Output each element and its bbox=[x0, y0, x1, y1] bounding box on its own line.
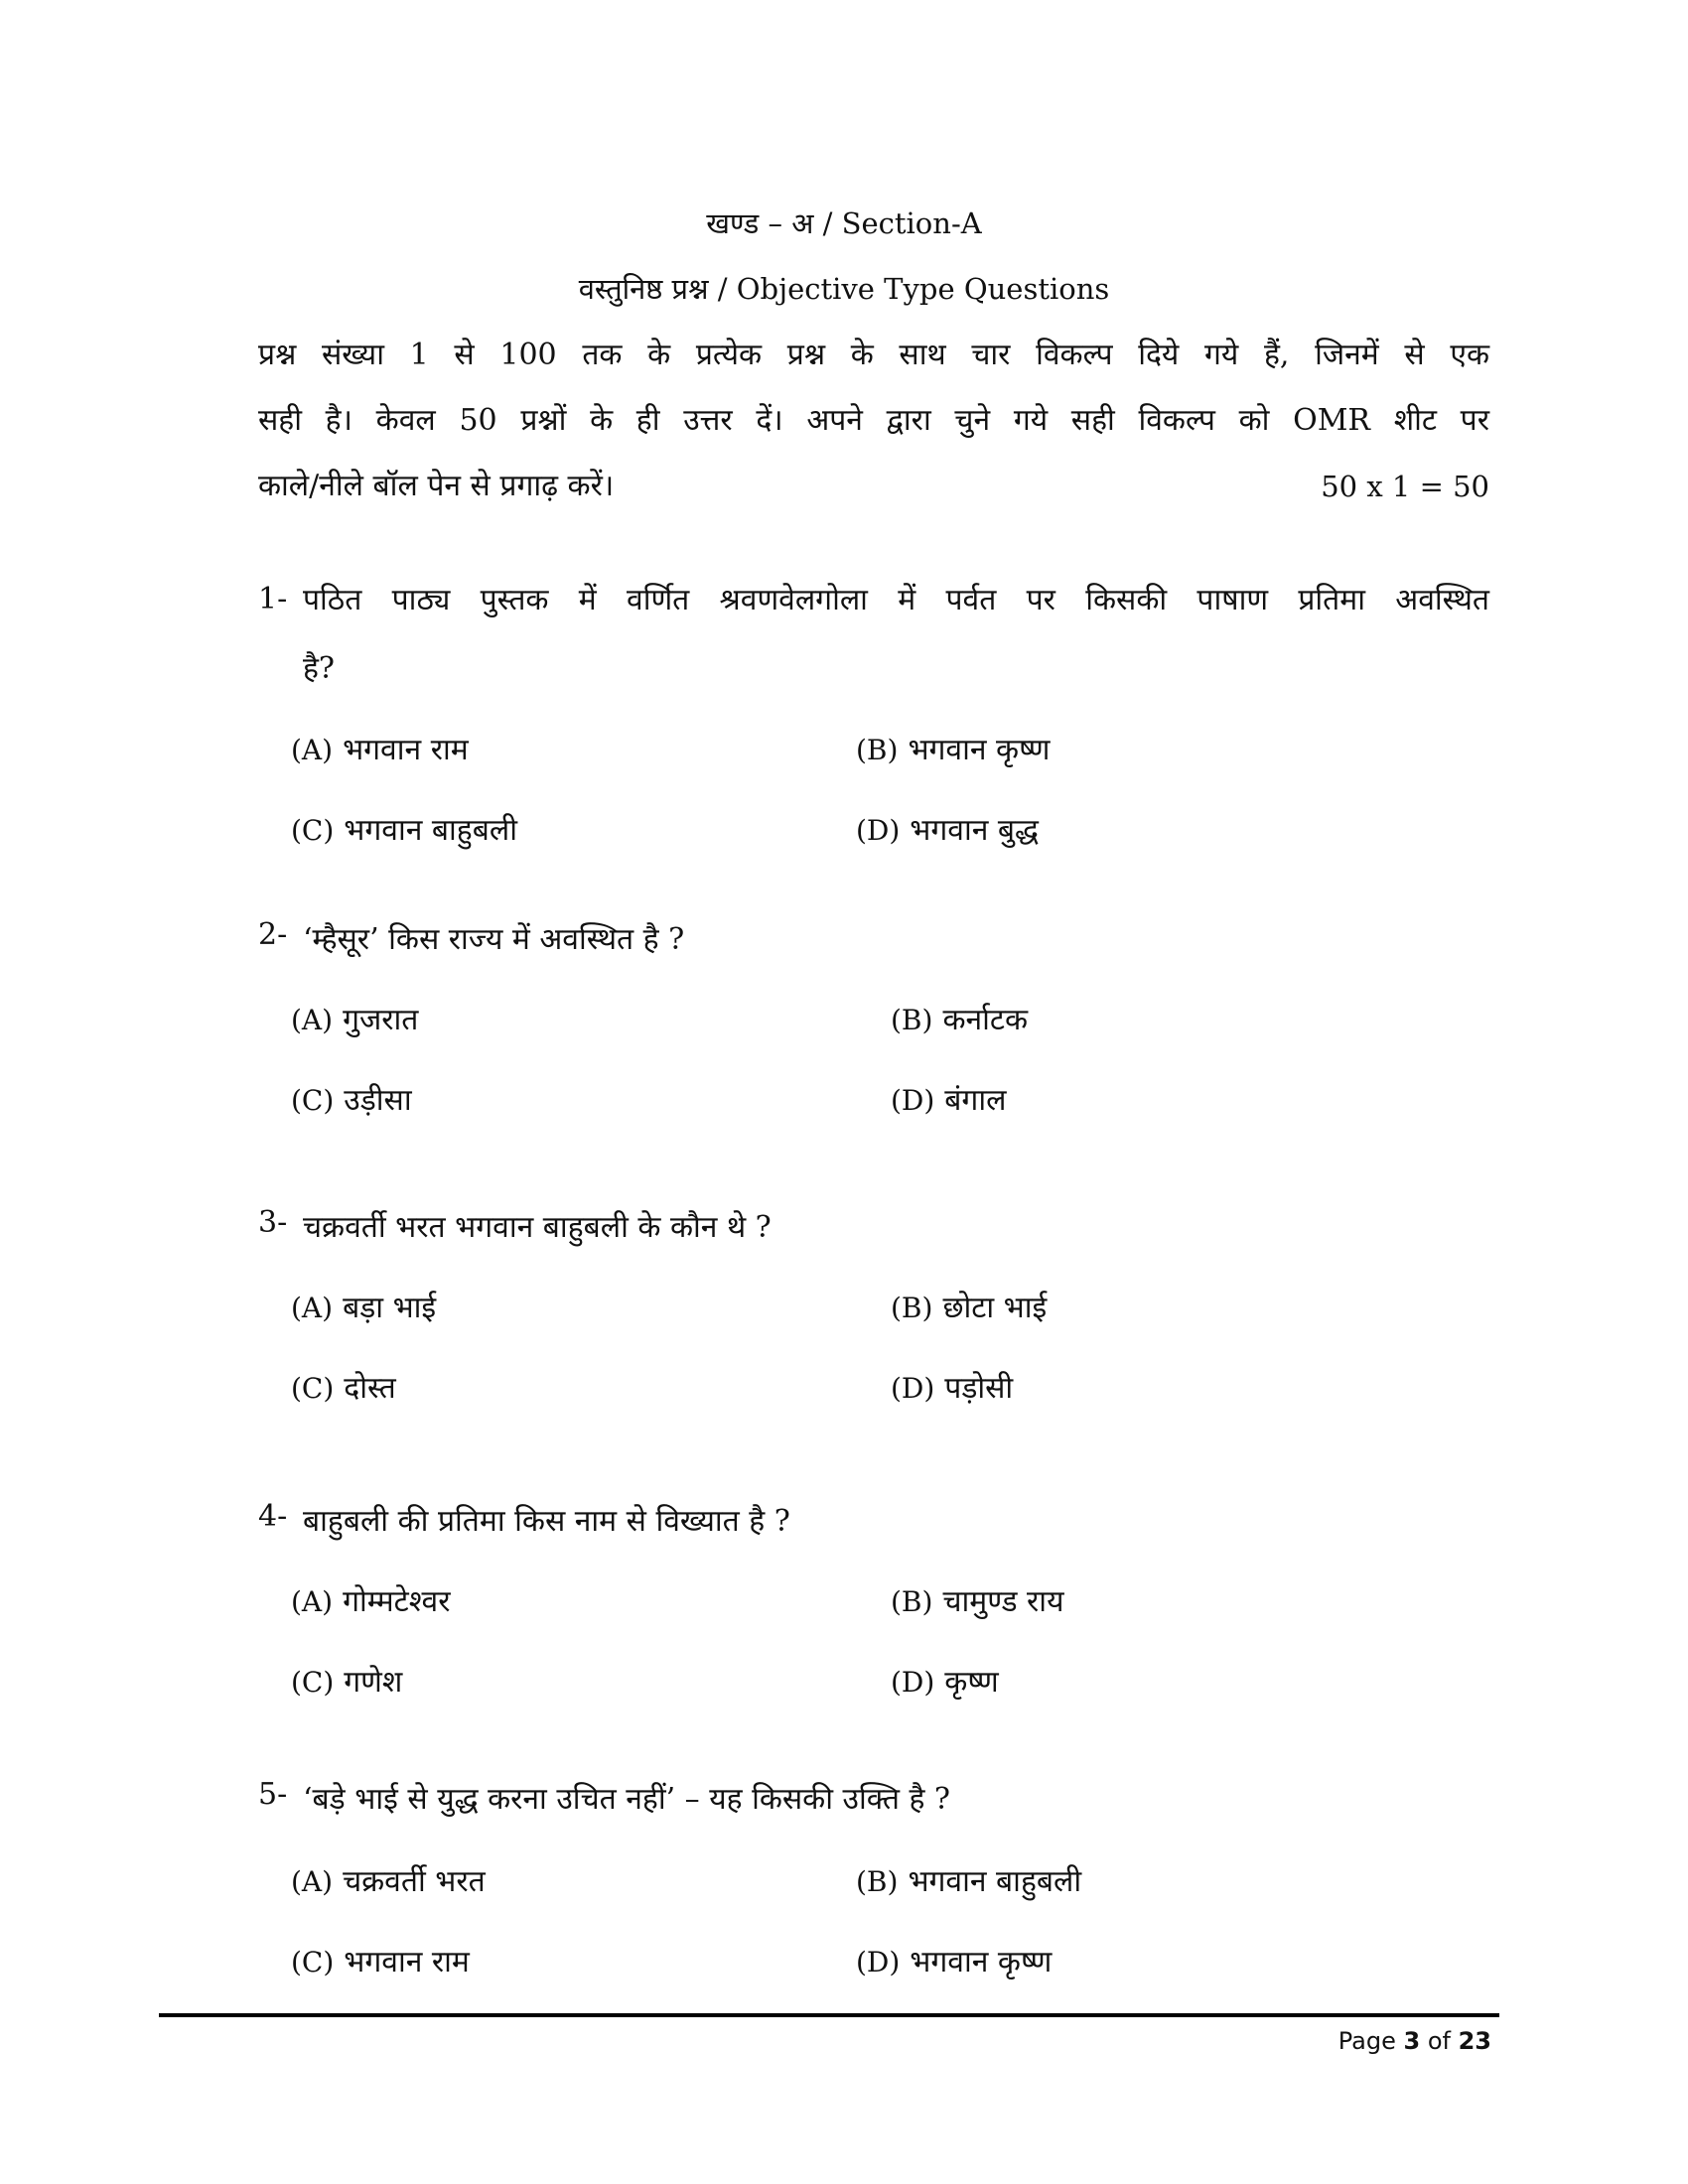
instruction-line-2: सही है। केवल 50 प्रश्नों के ही उत्तर दें। अपने द्वारा चुने गये सही विकल्प को OMR शीट पर bbox=[258, 403, 1489, 438]
option-b[interactable] bbox=[891, 1579, 1063, 1620]
option-d[interactable] bbox=[891, 1078, 1006, 1119]
option-text: कर्नाटक bbox=[942, 1003, 1029, 1037]
option-text: कृष्ण bbox=[944, 1665, 999, 1700]
option-letter: (C) bbox=[291, 1084, 335, 1117]
option-text: चक्रवर्ती भरत bbox=[343, 1864, 486, 1899]
option-c[interactable] bbox=[291, 1078, 412, 1119]
option-b[interactable] bbox=[856, 728, 1050, 768]
option-text: गोम्मटेश्वर bbox=[343, 1584, 451, 1619]
section-title: खण्ड – अ / Section-A bbox=[706, 206, 982, 240]
option-a[interactable] bbox=[291, 1859, 486, 1900]
option-d[interactable] bbox=[891, 1660, 999, 1701]
option-text: भगवान कृष्ण bbox=[910, 1945, 1053, 1979]
option-text: भगवान बाहुबली bbox=[344, 813, 517, 848]
page-prefix: Page bbox=[1337, 2027, 1404, 2055]
page-number bbox=[1338, 2027, 1491, 2055]
section-subtitle: वस्तुनिष्ठ प्रश्न / Objective Type Questions bbox=[578, 272, 1110, 306]
option-c[interactable] bbox=[291, 808, 517, 849]
option-c[interactable] bbox=[291, 1366, 396, 1407]
option-text: चामुण्ड राय bbox=[942, 1584, 1064, 1619]
option-letter: (B) bbox=[856, 734, 899, 766]
option-text: गुजरात bbox=[343, 1003, 419, 1037]
option-text: भगवान बुद्ध bbox=[910, 813, 1040, 848]
option-b[interactable] bbox=[891, 998, 1028, 1038]
option-letter: (D) bbox=[856, 814, 901, 847]
option-letter: (A) bbox=[291, 1292, 334, 1324]
option-letter: (C) bbox=[291, 814, 335, 847]
instruction-line-3: काले/नीले बॉल पेन से प्रगाढ़ करें। bbox=[258, 469, 615, 503]
question-text: ‘बड़े भाई से युद्ध करना उचित नहीं’ – यह किसकी उक्ति है ? bbox=[303, 1782, 950, 1817]
option-letter: (B) bbox=[891, 1004, 933, 1036]
question-number: 5- bbox=[258, 1777, 288, 1812]
option-c[interactable] bbox=[291, 1660, 402, 1701]
option-b[interactable] bbox=[891, 1286, 1047, 1326]
question-text-continued: है? bbox=[303, 651, 336, 686]
option-d[interactable] bbox=[856, 808, 1039, 849]
question-text: ‘म्हैसूर’ किस राज्य में अवस्थित है ? bbox=[303, 922, 685, 957]
option-text: बंगाल bbox=[944, 1083, 1007, 1118]
question-text: पठित पाठ्य पुस्तक में वर्णित श्रवणवेलगोला में पर्वत पर किसकी पाषाण प्रतिमा अवस्थित bbox=[303, 583, 1489, 617]
option-a[interactable] bbox=[291, 998, 418, 1038]
option-a[interactable] bbox=[291, 1286, 436, 1326]
footer-divider bbox=[159, 2013, 1499, 2017]
question-number: 3- bbox=[258, 1205, 288, 1240]
option-letter: (A) bbox=[291, 1585, 334, 1618]
page-current: 3 bbox=[1403, 2027, 1421, 2055]
option-letter: (D) bbox=[891, 1084, 935, 1117]
option-text: गणेश bbox=[344, 1665, 403, 1700]
option-text: भगवान राम bbox=[343, 733, 469, 767]
question-text: बाहुबली की प्रतिमा किस नाम से विख्यात है ? bbox=[303, 1504, 790, 1539]
question-number: 2- bbox=[258, 917, 288, 952]
option-letter: (C) bbox=[291, 1666, 335, 1699]
option-letter: (A) bbox=[291, 1865, 334, 1898]
option-c[interactable] bbox=[291, 1940, 470, 1980]
option-letter: (D) bbox=[856, 1946, 901, 1979]
option-text: दोस्त bbox=[344, 1371, 396, 1406]
option-letter: (B) bbox=[891, 1292, 933, 1324]
instruction-line-1: प्रश्न संख्या 1 से 100 तक के प्रत्येक प्रश्न के साथ चार विकल्प दिये गये हैं, जिनमें से एक bbox=[258, 338, 1489, 372]
question-text: चक्रवर्ती भरत भगवान बाहुबली के कौन थे ? bbox=[303, 1210, 772, 1245]
option-letter: (B) bbox=[856, 1865, 899, 1898]
option-text: पड़ोसी bbox=[944, 1371, 1014, 1406]
option-letter: (C) bbox=[291, 1946, 335, 1979]
marks-formula: 50 x 1 = 50 bbox=[1321, 470, 1489, 503]
option-text: भगवान बाहुबली bbox=[908, 1864, 1082, 1899]
option-text: छोटा भाई bbox=[942, 1291, 1048, 1325]
option-letter: (C) bbox=[291, 1372, 335, 1405]
option-letter: (D) bbox=[891, 1666, 935, 1699]
option-b[interactable] bbox=[856, 1859, 1081, 1900]
option-text: भगवान राम bbox=[344, 1945, 470, 1979]
question-number: 1- bbox=[258, 582, 288, 616]
option-text: बड़ा भाई bbox=[343, 1291, 437, 1325]
page-mid: of bbox=[1420, 2027, 1459, 2055]
option-letter: (A) bbox=[291, 734, 334, 766]
page-total: 23 bbox=[1458, 2027, 1491, 2055]
option-a[interactable] bbox=[291, 1579, 450, 1620]
question-number: 4- bbox=[258, 1499, 288, 1534]
option-letter: (D) bbox=[891, 1372, 935, 1405]
option-text: उड़ीसा bbox=[344, 1083, 412, 1118]
option-a[interactable] bbox=[291, 728, 469, 768]
option-d[interactable] bbox=[891, 1366, 1013, 1407]
option-letter: (B) bbox=[891, 1585, 933, 1618]
option-letter: (A) bbox=[291, 1004, 334, 1036]
option-text: भगवान कृष्ण bbox=[908, 733, 1051, 767]
option-d[interactable] bbox=[856, 1940, 1052, 1980]
